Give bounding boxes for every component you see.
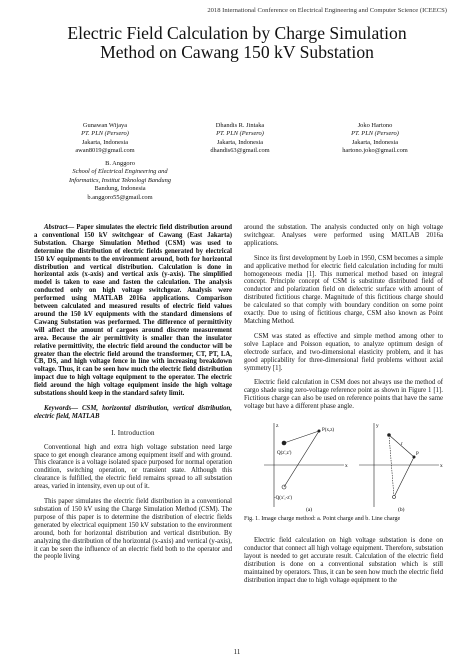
paper-title	[0, 24, 474, 62]
author-name: Joko Hartono	[357, 122, 393, 129]
figure-1-caption: Fig. 1. Image charge method: a. Point charge and b. Line charge	[244, 515, 401, 522]
r-label-b: r	[401, 442, 403, 448]
x-label-b: x	[440, 463, 443, 470]
qneg-label-a: -Q(x',-z')	[274, 496, 293, 502]
author-city: Bandung, Indonesia	[94, 185, 146, 193]
q-label-a: Q(z',z')	[277, 451, 292, 457]
point-p-b	[413, 456, 415, 458]
p-label-b: P	[416, 452, 419, 458]
author-affiliation: PT. PLN (Persero)	[81, 130, 129, 138]
figure-1-diagram	[244, 417, 443, 513]
page-number: 11	[233, 648, 241, 656]
figure-1a	[264, 423, 344, 507]
right-paragraph-1: Since its first development by Loeb in 1950, CSM becomes a simple and applicative method for electric field calculation including for multi homogeneous media [1]. This numerical method based on integral concept. Principle concept of CSM is substitute distributed field of conductor and polarization field on dielectric surface with amount of distributed fictitious charge. Magnitude of this fictitious charge should be calculated so that comply with boundary condition on some point exactly. Due to using of fictitious charge, CSM also known as Point Matching Method.	[244, 254, 443, 325]
line-charge-b	[389, 435, 394, 497]
section-heading-introduction: I. Introduction	[111, 428, 155, 437]
abstract-label: Abstract—	[44, 224, 75, 231]
author-affiliation-2: Informatics, Institut Teknologi Bandung	[68, 176, 171, 184]
author-name: Dhandis R. Jintaka	[215, 122, 265, 129]
y-label-b: y	[376, 423, 379, 430]
r1-line	[284, 431, 319, 443]
conference-header: 2018 International Conference on Electrical Engineering and Computer Science (ICEECS)	[207, 7, 447, 14]
author-4	[45, 160, 195, 202]
author-affiliation: PT. PLN (Persero)	[351, 130, 399, 138]
author-1	[50, 122, 160, 156]
right-paragraph-0: around the substation. The analysis conducted only on high voltage switchgear. Analyses were performed using MATLAB 2016a applications.	[244, 224, 443, 247]
author-city: Jakarta, Indonesia	[216, 138, 264, 146]
author-affiliation: PT. PLN (Persero)	[216, 130, 264, 138]
right-paragraph-2: CSM was stated as effective and simple method among other to solve Laplace and Poisson equation, to analyze optimum design of electrode surface, and two-dimensional elasticity problem, and it has good applicability for three-dimensional field problems without axial symmetry [1].	[244, 332, 443, 372]
author-email: dhandis63@gmail.com	[210, 147, 270, 155]
keywords-label: Keywords—	[44, 404, 78, 412]
figure-b-label: (b)	[398, 507, 405, 514]
figure-1	[244, 417, 443, 523]
title-line-2: Method on Cawang 150 kV Substation	[100, 42, 374, 62]
keywords-text: CSM, horizontal distribution, vertical distribution, electric field, MATLAB	[34, 404, 232, 420]
right-paragraph-3: Electric field calculation in CSM does not always use the method of cargo shade using zero-voltage reference point as shown in Figure 1 [1]. Fictitious charge can also be used on reference points that have the same voltage but have a different phase angle.	[244, 379, 443, 411]
right-column	[244, 224, 443, 585]
line-charge-image	[393, 496, 396, 499]
right-paragraph-4: Electric field calculation on high voltage substation is done on conductor that connect all high voltage equipment. Therefore, substation layout is needed to get accurate result. Calculation of the electric field distribution is done on a conventional substation which is still maintained by operators. Thus, it can be seen how much the electric field distribution impact due to high voltage equipment to the	[244, 537, 443, 584]
figure-a-label: (a)	[306, 507, 313, 514]
author-email: b.anggoro55@gmail.com	[87, 193, 153, 201]
author-2	[185, 122, 295, 156]
author-name: Gunawan Wijaya	[82, 122, 128, 129]
author-email: hartono.joko@gmail.com	[342, 147, 408, 155]
intro-paragraph-2: This paper simulates the electric field distribution in a conventional substation of 150 kV using the Charge Simulation Method (CSM). The purpose of this paper is to determine the distribution of electric fields generated by electrical equipment 150 kV substation to the environment around, both for horizontal distribution and vertical distribution. By analyzing the distribution of the horizontal (x-axis) and vertical (y-axis), it can be seen the influence of an electric field both to the operator and the people living	[34, 498, 232, 561]
author-affiliation-1: School of Electrical Engineering and	[72, 168, 168, 176]
intro-paragraph-1: Conventional high and extra high voltage substation need large space to get enough clearance among equipment itself and with ground. This clearance is a voltage isolated space purposed for normal operation condition, switching operation, or transient state. Although this clearance is fulfilled, the electric field remains spread to all substation areas, varied in intensity, even up out of it.	[34, 443, 232, 491]
r-line-bottom	[394, 457, 414, 497]
author-name: B. Anggoro	[105, 160, 135, 167]
line-charge-top	[388, 434, 391, 437]
abstract-text: Paper simulates the electric field distribution around a conventional 150 kV switchgear of Cawang (East Jakarta) Substation. Charge Simulation Method (CSM) was used to determine the distribution of electric fields generated by electrical 150 kV equipments to the environment around, both for horizontal distribution and vertical distribution. Calculation is done in horizontal axis (x-axis) and vertical axis (y-axis). The simplified model is taken to ease and fasten the calculation. The analysis conducted only on high voltage switchgear. Analysis were performed using MATLAB 2016a applications. Comparison between calculated and measured results of electric field values around the 150 kV equipments with the standard dimensions of Cawang Substation was performed. The difference of permittivity will affect the amount of cargoes around discrete measurement area. Because the air permittivity is smaller than the insulator relative permittivity, the electric field around the conductor will be greater than the electric field around the transformer, CT, PT, LA, CB, DS, and high voltage fence in line with increasing breakdown voltage. Thus, it can be seen how much the electric field distribution impact due to high voltage equipment to the operator. The electric field around the high voltage equipment inside the high voltage substations should keep in the standard safety limit.	[34, 224, 232, 398]
r2-line	[284, 431, 319, 487]
left-column	[34, 224, 232, 561]
title-line-1: Electric Field Calculation by Charge Simulation	[67, 23, 407, 43]
p-label-a: P(x,z)	[322, 428, 335, 434]
keywords	[34, 405, 232, 421]
author-email: awan8019@gmail.com	[75, 147, 135, 155]
author-3	[315, 122, 435, 156]
author-city: Jakarta, Indonesia	[81, 138, 129, 146]
figure-1b	[359, 423, 439, 507]
z-label-a: z	[276, 423, 279, 430]
author-city: Jakarta, Indonesia	[351, 138, 399, 146]
x-label-a: x	[345, 463, 348, 470]
abstract	[34, 224, 232, 398]
